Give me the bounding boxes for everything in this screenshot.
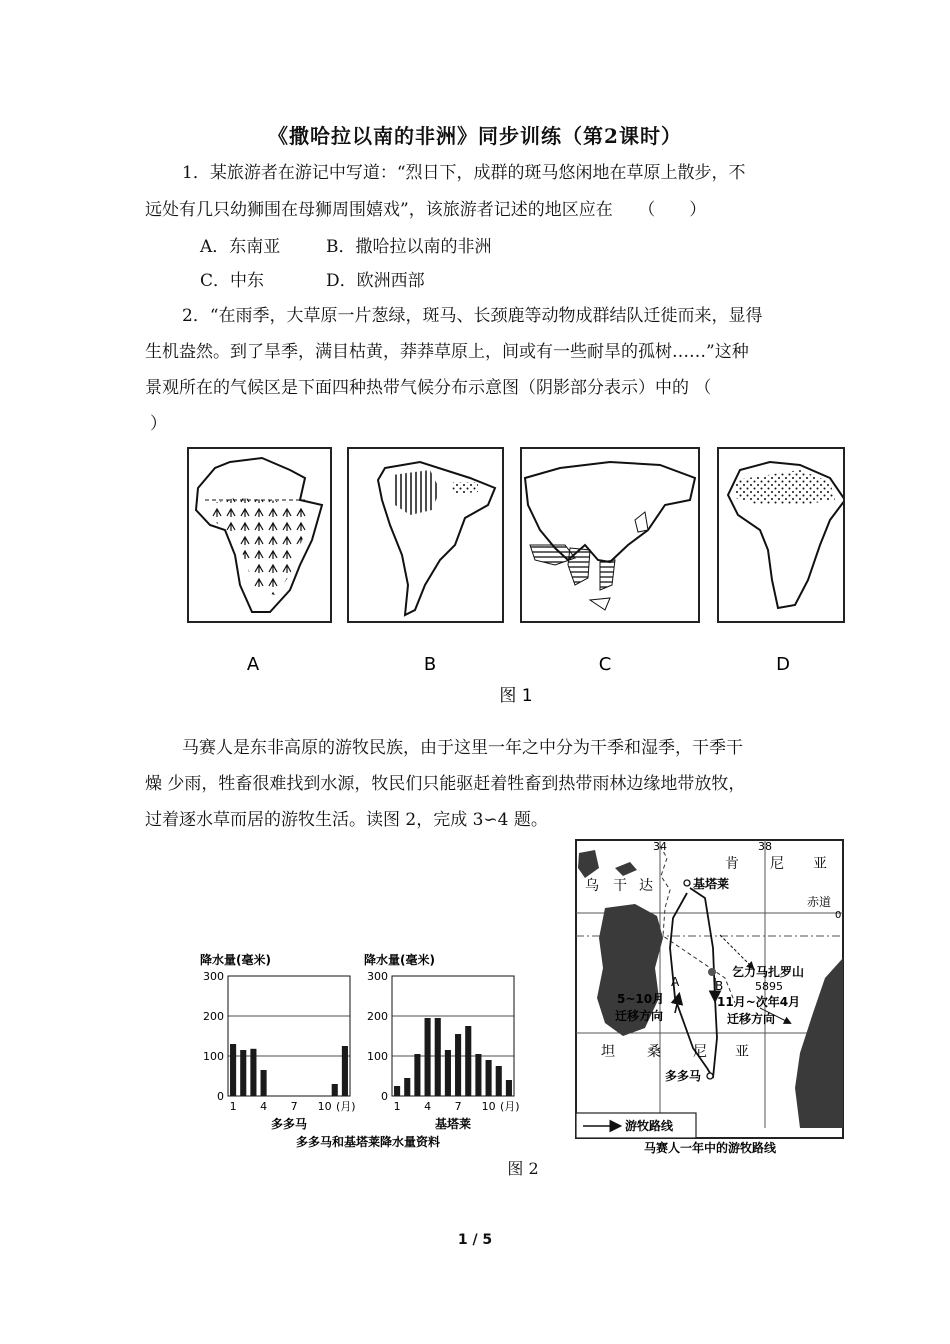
chart-title: 多多马 [270, 1117, 308, 1131]
x-tick-label: 1 [229, 1100, 237, 1113]
page-number: 1 / 5 [457, 1232, 493, 1248]
uganda-char-3: 达 [639, 878, 653, 894]
fig1-label-a: A [246, 654, 260, 675]
direction-a: 迁移方向 [615, 1009, 664, 1023]
plot-frame [228, 976, 350, 1096]
bar-1 [230, 1044, 236, 1096]
uganda-char-1: 乌 [585, 878, 599, 894]
y-tick-label: 300 [203, 970, 224, 983]
tanzania-char-4: 亚 [735, 1044, 749, 1060]
tanzania-char-3: 尼 [693, 1044, 707, 1060]
chart-kitale-ylabel: 降水量(毫米) [364, 953, 435, 967]
fig1-label-b: B [423, 654, 437, 675]
kenya-char-3: 亚 [813, 856, 827, 872]
x-tick-label: 4 [260, 1100, 268, 1113]
kitale-marker [684, 880, 690, 886]
y-tick-label: 200 [203, 1010, 224, 1023]
q2-line1: 2．“在雨季，大草原一片葱绿，斑马、长颈鹿等动物成群结队迁徙而来，显得 [182, 306, 763, 326]
q1-option-b: B．撒哈拉以南的非洲 [326, 237, 492, 257]
q1-line2: 远处有几只幼狮围在母狮周围嬉戏”，该旅游者记述的地区应在 （ ） [145, 200, 707, 220]
q1-option-c: C．中东 [200, 271, 265, 291]
nomad-map [575, 838, 845, 1158]
map-caption: 马赛人一年中的游牧路线 [643, 1141, 777, 1155]
q2-line3: 景观所在的气候区是下面四种热带气候分布示意图（阴影部分表示）中的 （ [145, 378, 712, 398]
bar-11 [332, 1084, 338, 1096]
chart-kitale [364, 952, 520, 1131]
q1-line1: 1．某旅游者在游记中写道：“烈日下，成群的斑马悠闲地在草原上散步，不 [182, 163, 746, 183]
equator-label: 赤道 [807, 895, 832, 909]
kilimanjaro-height: 5895 [755, 980, 783, 993]
x-tick-label: 10 [317, 1100, 332, 1113]
passage-line3: 过着逐水草而居的游牧生活。读图 2，完成 3∽4 题。 [145, 810, 548, 830]
map-d-africa [728, 462, 845, 608]
x-tick-label: 10 [481, 1100, 496, 1113]
bar-3 [250, 1049, 256, 1096]
kilimanjaro-marker [708, 968, 716, 976]
uganda-char-2: 干 [613, 878, 627, 894]
bar-4 [425, 1018, 431, 1096]
equator-value: 0 [835, 910, 842, 921]
x-tick-label: 1 [393, 1100, 401, 1113]
map-a-africa [196, 458, 322, 612]
chart-dodoma [200, 952, 356, 1131]
chart-title: 基塔莱 [434, 1117, 472, 1131]
kenya-char-1: 肯 [725, 856, 739, 872]
fig1-caption: 图 1 [499, 686, 533, 706]
fig1-label-d: D [776, 654, 790, 675]
y-tick-label: 0 [381, 1090, 388, 1103]
x-axis-unit: (月) [336, 1100, 356, 1113]
q1-option-a: A．东南亚 [200, 237, 281, 257]
page-title: 《撒哈拉以南的非洲》同步训练（第2课时） [268, 124, 682, 148]
legend-label: 游牧路线 [625, 1119, 674, 1133]
passage-line1: 马赛人是东非高原的游牧民族，由于这里一年之中分为干季和湿季，干季干 [182, 738, 743, 758]
season-a: 5~10月 [617, 992, 665, 1006]
bar-5 [435, 1018, 441, 1096]
bar-1 [394, 1086, 400, 1096]
bar-12 [342, 1046, 348, 1096]
q1-option-d: D．欧洲西部 [326, 271, 425, 291]
direction-b: 迁移方向 [727, 1012, 776, 1026]
bar-7 [455, 1034, 461, 1096]
x-axis-unit: (月) [500, 1100, 520, 1113]
chart-dodoma-ylabel: 降水量(毫米) [200, 953, 271, 967]
bar-11 [496, 1066, 502, 1096]
bar-6 [445, 1050, 451, 1096]
dodoma-marker [707, 1073, 713, 1079]
bar-2 [240, 1050, 246, 1096]
x-tick-label: 4 [424, 1100, 432, 1113]
dodoma-label: 多多马 [665, 1069, 702, 1083]
passage-line2: 燥 少雨，牲畜很难找到水源，牧民们只能驱赶着牲畜到热带雨林边缘地带放牧， [145, 774, 746, 794]
bar-4 [261, 1070, 267, 1096]
map-c-asia [525, 462, 695, 610]
y-tick-label: 300 [367, 970, 388, 983]
charts-caption: 多多马和基塔莱降水量资料 [295, 1135, 441, 1149]
q2-line2: 生机盎然。到了旱季，满目枯黄，莽莽草原上，间或有一些耐旱的孤树……”这种 [145, 342, 749, 362]
fig2-caption: 图 2 [507, 1159, 539, 1178]
kilimanjaro-label: 乞力马扎罗山 [732, 965, 805, 979]
bar-8 [465, 1026, 471, 1096]
route-b-label: B [715, 979, 724, 993]
q2-line4: ） [150, 414, 167, 434]
bar-12 [506, 1080, 512, 1096]
kenya-char-2: 尼 [770, 856, 784, 872]
route-a-label: A [671, 975, 680, 989]
bar-10 [486, 1060, 492, 1096]
season-b: 11月~次年4月 [717, 995, 801, 1009]
bar-2 [404, 1078, 410, 1096]
y-tick-label: 200 [367, 1010, 388, 1023]
y-tick-label: 0 [217, 1090, 224, 1103]
map-b-south-america [378, 462, 495, 615]
tanzania-char-1: 坦 [601, 1044, 615, 1060]
precip-charts [198, 950, 538, 1150]
fig1-label-c: C [598, 654, 612, 675]
bar-9 [475, 1054, 481, 1096]
y-tick-label: 100 [367, 1050, 388, 1063]
lon-34: 34 [653, 840, 667, 853]
tanzania-char-2: 桑 [647, 1044, 661, 1060]
kitale-label: 基塔莱 [693, 877, 730, 891]
y-tick-label: 100 [203, 1050, 224, 1063]
x-tick-label: 7 [290, 1100, 298, 1113]
bar-3 [414, 1054, 420, 1096]
x-tick-label: 7 [454, 1100, 462, 1113]
lon-38: 38 [758, 840, 772, 853]
